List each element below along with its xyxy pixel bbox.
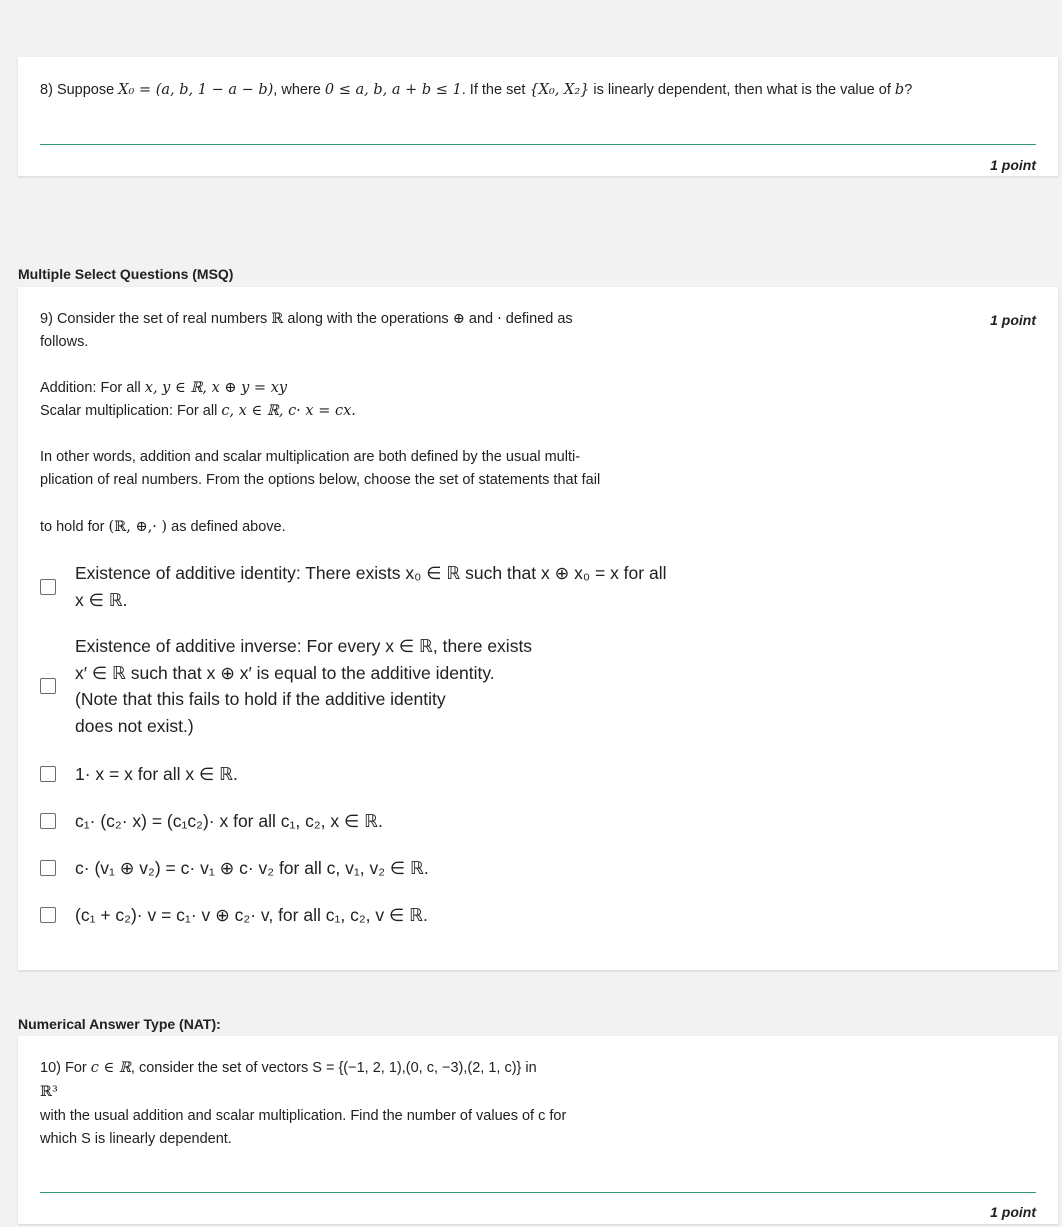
option-distributive-scalars[interactable]: [40, 902, 1018, 929]
question-number: 9): [40, 311, 53, 327]
question-number: 8): [40, 82, 53, 98]
points-label: 1 point: [990, 312, 1036, 328]
question-9-text: 9) Consider the set of real numbers ℝ along with the operations ⊕ and · defined as follows. Addition: For all x, y ∈ ℝ, x ⊕ y = xy Scalar multiplication: For all c, x ∈ ℝ, c· x = cx. In other words, addition and scalar multiplication are both defined by the usual multi- plication of real numbers. From the options below, choose the set of statements that fail to hold for (ℝ, ⊕,· ) as defined above.: [40, 311, 601, 535]
option-label: c· (v₁ ⊕ v₂) = c· v₁ ⊕ c· v₂ for all c, v₁, v₂ ∈ ℝ.: [75, 858, 429, 878]
question-8-card: [18, 57, 1058, 176]
section-title-msq: Multiple Select Questions (MSQ): [18, 266, 234, 282]
question-10-text: 10) For c ∈ ℝ, consider the set of vectors S = {(−1, 2, 1),(0, c, −3),(2, 1, c)} in ℝ³ with the usual addition and scalar multiplication. Find the number of values of c for which S is linearly dependent.: [40, 1060, 567, 1147]
question-10-card: [18, 1036, 1058, 1224]
question-number: 10): [40, 1060, 61, 1076]
points-label: 1 point: [990, 157, 1036, 173]
option-label: Existence of additive inverse: For every x ∈ ℝ, there exists x′ ∈ ℝ such that x ⊕ x′ is equal to the additive identity. (Note that this fails to hold if the additive identity does not exist.): [75, 636, 533, 736]
question-8-text: 8) Suppose X₀ = (a, b, 1 − a − b), where 0 ≤ a, b, a + b ≤ 1. If the set {X₀, X₂} is linearly dependent, then what is the value of b?: [40, 82, 913, 98]
option-checkbox[interactable]: [40, 678, 56, 694]
option-additive-inverse[interactable]: [40, 633, 1018, 739]
section-title-nat: Numerical Answer Type (NAT):: [18, 1016, 221, 1032]
option-checkbox[interactable]: [40, 766, 56, 782]
option-checkbox[interactable]: [40, 860, 56, 876]
option-label: Existence of additive identity: There exists x₀ ∈ ℝ such that x ⊕ x₀ = x for all x ∈ ℝ.: [75, 563, 667, 610]
points-label: 1 point: [990, 1204, 1036, 1220]
option-additive-identity[interactable]: [40, 560, 1018, 613]
answer-input-line[interactable]: [40, 144, 1036, 145]
answer-input-line[interactable]: [40, 1192, 1036, 1193]
option-scalar-associativity[interactable]: [40, 808, 1018, 835]
option-checkbox[interactable]: [40, 813, 56, 829]
option-checkbox[interactable]: [40, 907, 56, 923]
question-9-card: [18, 287, 1058, 970]
option-label: 1· x = x for all x ∈ ℝ.: [75, 764, 238, 784]
option-scalar-identity[interactable]: [40, 761, 1018, 788]
option-label: (c₁ + c₂)· v = c₁· v ⊕ c₂· v, for all c₁, c₂, v ∈ ℝ.: [75, 905, 428, 925]
option-checkbox[interactable]: [40, 579, 56, 595]
option-label: c₁· (c₂· x) = (c₁c₂)· x for all c₁, c₂, x ∈ ℝ.: [75, 811, 383, 831]
option-distributive-vectors[interactable]: [40, 855, 1018, 882]
